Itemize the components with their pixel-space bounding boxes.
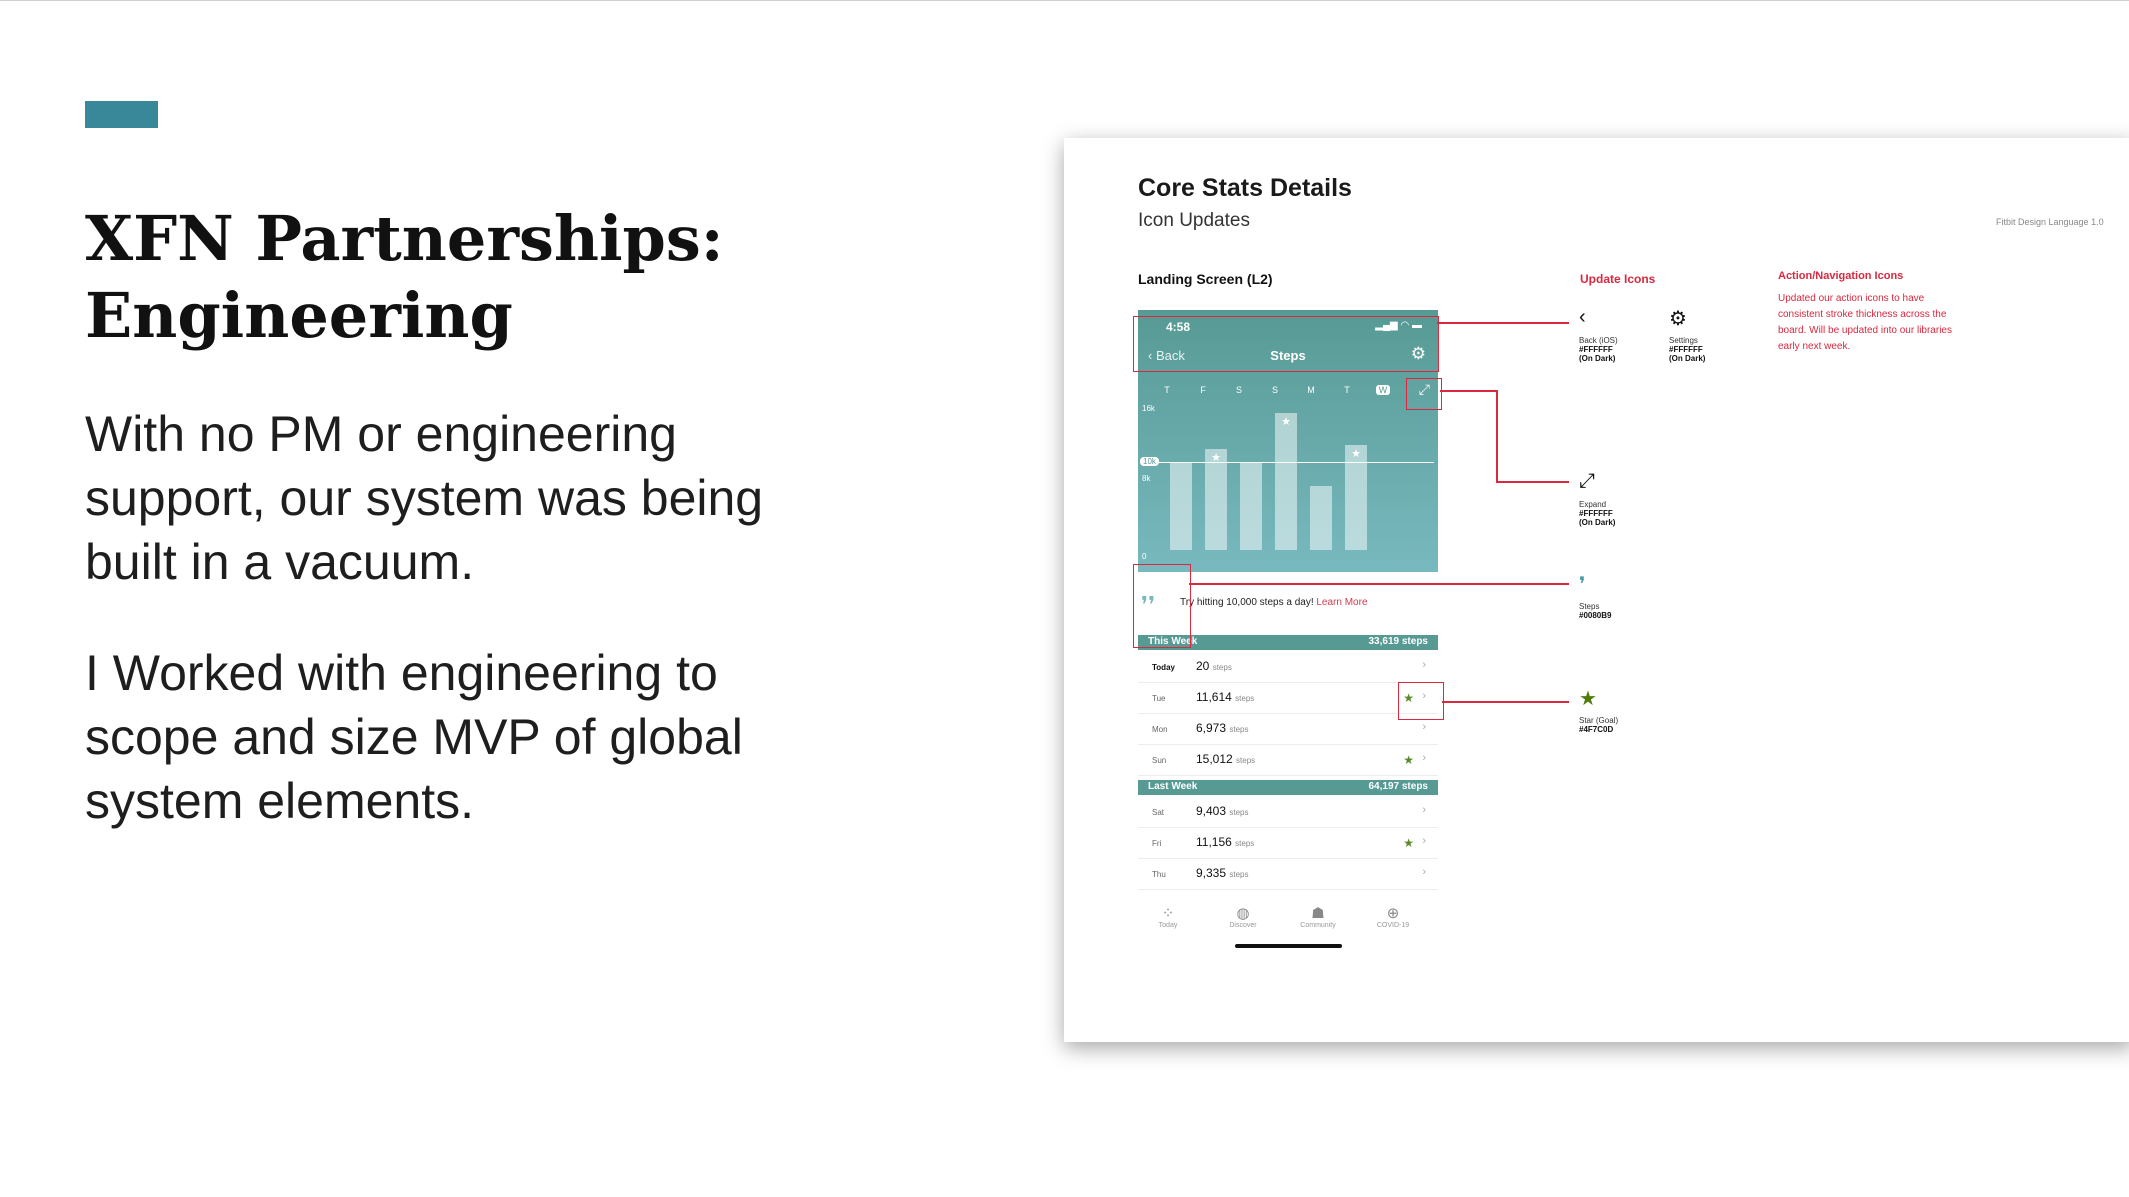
last-week-header	[1138, 780, 1438, 795]
icon-hex: #FFFFFF	[1579, 509, 1613, 518]
nav-covid[interactable]	[1363, 904, 1423, 929]
icon-note: (On Dark)	[1579, 354, 1616, 363]
desc-line: early next week.	[1778, 341, 1851, 352]
icon-name: Settings	[1669, 336, 1698, 345]
title-line: Engineering	[85, 279, 513, 352]
day-row[interactable]	[1138, 827, 1438, 859]
callout-box-star	[1398, 682, 1444, 720]
icon-hex: #FFFFFF	[1579, 345, 1613, 354]
desc-line: Updated our action icons to have	[1778, 293, 1925, 304]
para-line: I Worked with engineering to	[85, 645, 718, 701]
step-bar	[1240, 463, 1262, 550]
goal-star-icon: ★	[1281, 416, 1291, 428]
plus-circle-icon: ⊕	[1386, 905, 1400, 922]
icon-name: Star (Goal)	[1579, 716, 1619, 725]
learn-more-link[interactable]: Learn More	[1316, 597, 1368, 608]
step-bar	[1345, 445, 1367, 550]
para-line: built in a vacuum.	[85, 534, 475, 590]
day-label[interactable]: F	[1200, 385, 1206, 395]
day-row[interactable]	[1138, 651, 1438, 683]
row-steps-value: 9,335	[1196, 866, 1227, 880]
step-bar	[1310, 486, 1332, 550]
day-label[interactable]: T	[1344, 385, 1350, 395]
step-bar	[1205, 449, 1227, 550]
icon-name: Back (iOS)	[1579, 336, 1618, 345]
para-line: system elements.	[85, 773, 475, 829]
section-total: 33,619 steps	[1368, 636, 1428, 647]
settings-gear-icon: ⚙	[1669, 308, 1687, 330]
day-label[interactable]: M	[1307, 385, 1315, 395]
row-value	[1196, 690, 1254, 704]
row-unit: steps	[1235, 839, 1255, 848]
nav-today[interactable]	[1138, 904, 1198, 929]
fitbit-dots-icon: ⁘	[1161, 905, 1175, 922]
nav-label: Discover	[1229, 922, 1257, 929]
para-line: support, our system was being	[85, 470, 764, 526]
day-row[interactable]	[1138, 682, 1438, 714]
row-steps-value: 6,973	[1196, 721, 1227, 735]
row-day: Fri	[1152, 839, 1162, 848]
community-icon: ☗	[1311, 905, 1325, 922]
row-day: Today	[1152, 663, 1175, 672]
callout-box-steps	[1133, 564, 1191, 648]
nav-discover[interactable]	[1213, 904, 1273, 929]
day-row[interactable]	[1138, 858, 1438, 890]
icon-note: (On Dark)	[1669, 354, 1706, 363]
chevron-right-icon: ›	[1422, 866, 1426, 878]
card-title: Core Stats Details	[1138, 174, 1352, 202]
callout-line	[1496, 390, 1498, 482]
row-unit: steps	[1236, 756, 1256, 765]
home-indicator	[1235, 944, 1342, 948]
nav-label: Today	[1158, 922, 1178, 929]
icon-spec-expand	[1579, 470, 1659, 527]
goal-star-icon: ★	[1211, 452, 1221, 464]
desc-line: consistent stroke thickness across the	[1778, 309, 1947, 320]
row-unit: steps	[1229, 870, 1249, 879]
chevron-right-icon: ›	[1422, 721, 1426, 733]
chevron-right-icon: ›	[1422, 835, 1426, 847]
nav-label: COVID-19	[1376, 922, 1410, 929]
goal-star-icon: ★	[1403, 691, 1414, 705]
accent-bar	[85, 101, 158, 128]
status-time: 4:58	[1166, 320, 1191, 334]
icon-spec-steps	[1579, 572, 1659, 620]
callout-box-nav	[1133, 316, 1439, 372]
nav-community[interactable]	[1288, 904, 1348, 929]
row-steps-value: 11,156	[1196, 835, 1232, 849]
star-icon: ★	[1579, 688, 1597, 710]
row-unit: steps	[1212, 663, 1232, 672]
y-axis-label: 16k	[1142, 404, 1155, 413]
row-day: Thu	[1152, 870, 1166, 879]
row-unit: steps	[1229, 808, 1249, 817]
row-value	[1196, 835, 1254, 849]
goal-star-icon: ★	[1403, 836, 1414, 850]
row-value	[1196, 752, 1255, 766]
day-label[interactable]: S	[1271, 385, 1278, 395]
goal-pill: 10k	[1140, 457, 1159, 466]
paragraph-2	[85, 641, 925, 833]
slide-title	[85, 200, 945, 354]
action-nav-heading: Action/Navigation Icons	[1778, 270, 1904, 282]
row-day: Sat	[1152, 808, 1165, 817]
settings-gear-icon[interactable]: ⚙	[1410, 344, 1426, 363]
callout-line	[1440, 390, 1496, 392]
day-selector	[1160, 385, 1430, 399]
bottom-nav	[1138, 904, 1438, 944]
paragraph-1	[85, 402, 925, 594]
icon-hex: #4F7C0D	[1579, 725, 1614, 734]
row-day: Tue	[1152, 694, 1166, 703]
row-steps-value: 15,012	[1196, 752, 1233, 766]
callout-line	[1442, 701, 1569, 703]
day-label[interactable]: S	[1235, 385, 1242, 395]
para-line: With no PM or engineering	[85, 406, 677, 462]
nav-label: Community	[1300, 922, 1336, 929]
row-value	[1196, 804, 1249, 818]
chevron-right-icon: ›	[1422, 659, 1426, 671]
callout-box-expand	[1406, 378, 1442, 410]
row-day: Mon	[1152, 725, 1168, 734]
y-axis-label: 8k	[1142, 474, 1151, 483]
action-nav-description	[1778, 291, 2008, 355]
update-icons-heading: Update Icons	[1580, 272, 1656, 286]
design-spec-card	[1064, 138, 2129, 1042]
callout-line	[1437, 322, 1569, 324]
goal-star-icon: ★	[1351, 448, 1361, 460]
chevron-right-icon: ›	[1422, 690, 1426, 702]
callout-line	[1496, 481, 1569, 483]
day-row[interactable]	[1138, 744, 1438, 776]
icon-note: (On Dark)	[1579, 518, 1616, 527]
step-bar	[1275, 413, 1297, 550]
row-value	[1196, 866, 1249, 880]
back-label: Back	[1155, 348, 1185, 363]
section-label: Last Week	[1148, 781, 1198, 792]
row-steps-value: 11,614	[1196, 690, 1232, 704]
callout-line	[1189, 583, 1569, 585]
icon-name: Expand	[1579, 500, 1607, 509]
icon-spec-settings	[1669, 306, 1749, 363]
top-border	[0, 0, 2129, 1]
expand-icon[interactable]: ⤢	[1418, 381, 1430, 397]
row-day: Sun	[1152, 756, 1167, 765]
title-line: XFN Partnerships:	[85, 202, 724, 275]
fdl-label: Fitbit Design Language 1.0	[1996, 217, 2104, 227]
compass-icon: ◍	[1236, 905, 1250, 922]
icon-hex: #FFFFFF	[1669, 345, 1703, 354]
day-label-selected[interactable]: W	[1376, 385, 1390, 395]
shoe-icon: ❜	[1579, 574, 1586, 596]
y-axis-label: 0	[1142, 552, 1147, 561]
hint-message: Try hitting 10,000 steps a day!	[1180, 597, 1314, 608]
back-chevron-icon: ‹	[1579, 306, 1586, 328]
landing-screen-label: Landing Screen (L2)	[1138, 271, 1273, 287]
para-line: scope and size MVP of global	[85, 709, 743, 765]
icon-hex: #0080B9	[1579, 611, 1612, 620]
icon-spec-star	[1579, 686, 1659, 734]
row-value	[1196, 721, 1249, 735]
row-value	[1196, 659, 1232, 673]
row-unit: steps	[1229, 725, 1249, 734]
row-steps-value: 20	[1196, 659, 1210, 673]
day-row[interactable]	[1138, 713, 1438, 745]
row-steps-value: 9,403	[1196, 804, 1227, 818]
icon-spec-back	[1579, 306, 1659, 363]
day-label[interactable]: T	[1164, 385, 1170, 395]
status-icons: ▂▄▆ ◠ ▬	[1375, 320, 1422, 331]
section-label: This Week	[1148, 636, 1198, 647]
back-chevron-icon: ‹	[1148, 348, 1153, 363]
phone-screen-title: Steps	[1270, 348, 1306, 363]
section-total: 64,197 steps	[1368, 781, 1428, 792]
step-bar	[1170, 463, 1192, 550]
goal-star-icon: ★	[1403, 753, 1414, 767]
hint-text	[1180, 597, 1368, 608]
chevron-right-icon: ›	[1422, 752, 1426, 764]
footsteps-icon: ❜❜	[1141, 592, 1156, 617]
icon-name: Steps	[1579, 602, 1600, 611]
card-subtitle: Icon Updates	[1138, 210, 1250, 231]
day-row[interactable]	[1138, 796, 1438, 828]
chevron-right-icon: ›	[1422, 804, 1426, 816]
desc-line: board. Will be updated into our libraries	[1778, 325, 1952, 336]
expand-icon: ⤢	[1579, 470, 1595, 492]
row-unit: steps	[1235, 694, 1255, 703]
